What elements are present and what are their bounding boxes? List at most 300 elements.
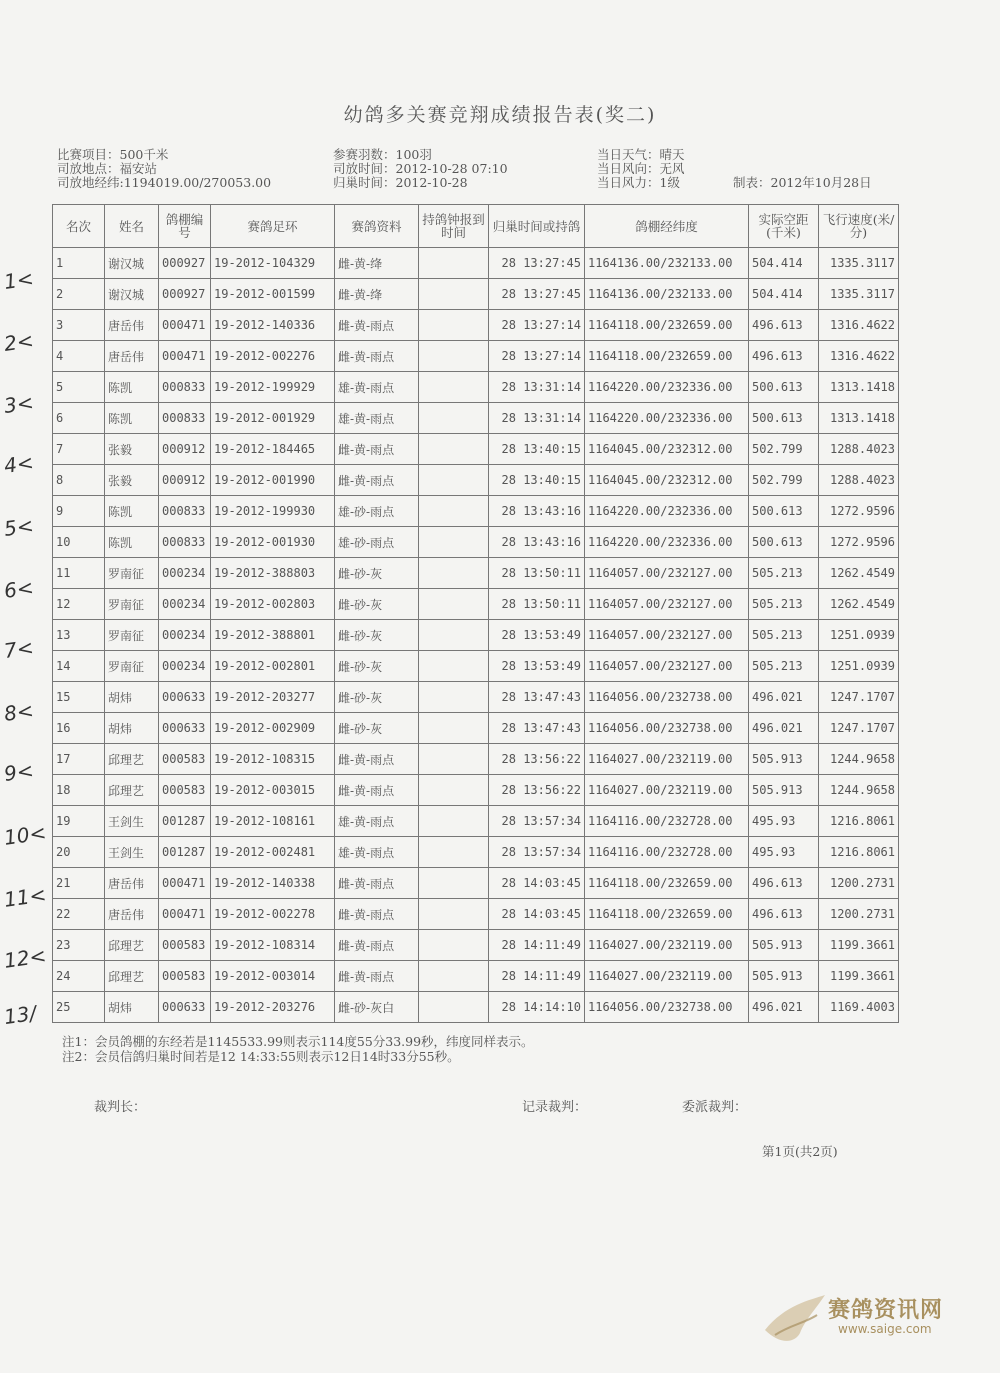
table-cell: 谢汉城: [105, 248, 159, 279]
table-cell: 19-2012-002803: [211, 589, 335, 620]
table-cell: 28 13:43:16: [489, 527, 585, 558]
table-cell: 495.93: [749, 837, 819, 868]
table-cell: 张毅: [105, 465, 159, 496]
table-cell: 20: [53, 837, 105, 868]
table-cell: 000583: [159, 744, 211, 775]
table-cell: 1316.4622: [819, 310, 899, 341]
table-cell: 496.613: [749, 341, 819, 372]
table-cell: 1164027.00/232119.00: [585, 775, 749, 806]
table-cell: [419, 620, 489, 651]
table-cell: 502.799: [749, 465, 819, 496]
table-cell: 1247.1707: [819, 682, 899, 713]
table-cell: 1164045.00/232312.00: [585, 465, 749, 496]
info-col-2: [333, 148, 508, 190]
table-row: [53, 527, 899, 558]
handwritten-mark: 2<: [2, 328, 36, 356]
release-place: 司放地点：福安站: [57, 161, 158, 176]
handwritten-mark: 13/: [2, 1000, 38, 1030]
header-cell: 鸽棚编号: [159, 205, 211, 248]
table-cell: 邱理艺: [105, 961, 159, 992]
table-cell: [419, 496, 489, 527]
header-cell: 持鸽钟报到时间: [419, 205, 489, 248]
table-cell: 1164057.00/232127.00: [585, 589, 749, 620]
table-row: [53, 558, 899, 589]
wind-force: 当日风力：1级: [597, 175, 680, 190]
table-cell: 1164027.00/232119.00: [585, 744, 749, 775]
table-cell: 28 13:27:14: [489, 310, 585, 341]
table-row: [53, 310, 899, 341]
table-cell: 1164220.00/232336.00: [585, 527, 749, 558]
table-cell: 19-2012-001990: [211, 465, 335, 496]
table-cell: 19-2012-108315: [211, 744, 335, 775]
table-cell: 1288.4023: [819, 465, 899, 496]
results-table: [52, 204, 899, 1023]
table-cell: 张毅: [105, 434, 159, 465]
table-cell: [419, 248, 489, 279]
table-cell: [419, 682, 489, 713]
table-cell: 000583: [159, 930, 211, 961]
table-cell: 24: [53, 961, 105, 992]
table-cell: 19-2012-003015: [211, 775, 335, 806]
table-cell: 28 13:57:34: [489, 806, 585, 837]
table-cell: 雌-黄-雨点: [335, 434, 419, 465]
table-cell: 雌-砂-灰: [335, 651, 419, 682]
table-cell: 000927: [159, 279, 211, 310]
header-cell: 实际空距(千米): [749, 205, 819, 248]
header-cell: 归巢时间或持鸽: [489, 205, 585, 248]
table-cell: 28 13:53:49: [489, 620, 585, 651]
table-cell: 4: [53, 341, 105, 372]
handwritten-marks: [0, 0, 60, 1373]
table-cell: 雌-砂-灰: [335, 682, 419, 713]
table-cell: 罗南征: [105, 589, 159, 620]
table-cell: 15: [53, 682, 105, 713]
table-cell: 1316.4622: [819, 341, 899, 372]
table-cell: 邱理艺: [105, 775, 159, 806]
table-cell: 000583: [159, 961, 211, 992]
table-cell: 胡炜: [105, 992, 159, 1023]
table-cell: 28 13:57:34: [489, 837, 585, 868]
table-cell: 雌-黄-雨点: [335, 310, 419, 341]
table-cell: [419, 806, 489, 837]
watermark-text: 赛鸽资讯网: [828, 1298, 944, 1323]
table-cell: 5: [53, 372, 105, 403]
table-cell: 28 13:31:14: [489, 372, 585, 403]
table-cell: 唐岳伟: [105, 341, 159, 372]
chief-judge-label: 裁判长：: [94, 1100, 147, 1115]
note-1: 注1：会员鸽棚的东经若是1145533.99则表示114度55分33.99秒，纬度同样表示。: [62, 1034, 534, 1049]
table-cell: 1164056.00/232738.00: [585, 992, 749, 1023]
table-cell: 502.799: [749, 434, 819, 465]
table-cell: 王剑生: [105, 806, 159, 837]
table-cell: 000471: [159, 341, 211, 372]
table-cell: 1169.4003: [819, 992, 899, 1023]
table-cell: 19: [53, 806, 105, 837]
table-cell: 陈凯: [105, 496, 159, 527]
table-row: [53, 775, 899, 806]
table-cell: 505.913: [749, 775, 819, 806]
table-cell: 14: [53, 651, 105, 682]
table-cell: [419, 589, 489, 620]
table-cell: 000583: [159, 775, 211, 806]
table-cell: 胡炜: [105, 713, 159, 744]
table-cell: 1199.3661: [819, 961, 899, 992]
table-row: [53, 372, 899, 403]
table-cell: [419, 837, 489, 868]
table-cell: 19-2012-203276: [211, 992, 335, 1023]
release-time: 司放时间：2012-10-28 07:10: [333, 161, 508, 176]
table-cell: 1272.9596: [819, 527, 899, 558]
table-cell: 1335.3117: [819, 248, 899, 279]
table-cell: 496.613: [749, 868, 819, 899]
table-row: [53, 620, 899, 651]
table-cell: 19-2012-002276: [211, 341, 335, 372]
table-cell: 1164116.00/232728.00: [585, 837, 749, 868]
table-row: [53, 682, 899, 713]
table-cell: 1313.1418: [819, 403, 899, 434]
table-cell: 000633: [159, 992, 211, 1023]
table-cell: 19-2012-140338: [211, 868, 335, 899]
table-cell: 雄-砂-雨点: [335, 496, 419, 527]
table-cell: 唐岳伟: [105, 868, 159, 899]
table-cell: 28 13:43:16: [489, 496, 585, 527]
page-number: 第1页(共2页): [762, 1144, 838, 1159]
table-cell: 500.613: [749, 496, 819, 527]
table-cell: 1164057.00/232127.00: [585, 620, 749, 651]
table-cell: [419, 930, 489, 961]
table-cell: 雄-黄-雨点: [335, 372, 419, 403]
table-cell: [419, 992, 489, 1023]
table-row: [53, 899, 899, 930]
table-cell: 10: [53, 527, 105, 558]
table-row: [53, 403, 899, 434]
table-cell: 1164057.00/232127.00: [585, 558, 749, 589]
table-cell: 雌-砂-灰白: [335, 992, 419, 1023]
table-cell: 9: [53, 496, 105, 527]
table-cell: 1164056.00/232738.00: [585, 713, 749, 744]
table-cell: 18: [53, 775, 105, 806]
table-cell: 1164027.00/232119.00: [585, 930, 749, 961]
table-row: [53, 465, 899, 496]
table-cell: 1335.3117: [819, 279, 899, 310]
table-cell: [419, 961, 489, 992]
table-cell: 1164027.00/232119.00: [585, 961, 749, 992]
table-cell: 28 13:27:45: [489, 279, 585, 310]
table-row: [53, 992, 899, 1023]
table-cell: 28 13:31:14: [489, 403, 585, 434]
table-cell: 雌-砂-灰: [335, 558, 419, 589]
table-row: [53, 589, 899, 620]
return-time: 归巢时间：2012-10-28: [333, 175, 468, 190]
table-cell: 1251.0939: [819, 620, 899, 651]
table-cell: 1164057.00/232127.00: [585, 651, 749, 682]
table-cell: 1164045.00/232312.00: [585, 434, 749, 465]
table-cell: 000471: [159, 899, 211, 930]
table-cell: 陈凯: [105, 527, 159, 558]
table-row: [53, 930, 899, 961]
table-cell: 1164118.00/232659.00: [585, 899, 749, 930]
table-cell: 23: [53, 930, 105, 961]
table-cell: [419, 651, 489, 682]
table-cell: [419, 713, 489, 744]
table-cell: 1164220.00/232336.00: [585, 372, 749, 403]
table-cell: 1262.4549: [819, 589, 899, 620]
table-cell: 雌-砂-灰: [335, 589, 419, 620]
table-cell: 1216.8061: [819, 806, 899, 837]
table-cell: 唐岳伟: [105, 310, 159, 341]
made-date: 制表：2012年10月28日: [733, 175, 872, 190]
table-cell: 1288.4023: [819, 434, 899, 465]
table-cell: 雌-黄-雨点: [335, 465, 419, 496]
table-cell: 19-2012-388803: [211, 558, 335, 589]
table-cell: 7: [53, 434, 105, 465]
table-header-row: [53, 205, 899, 248]
table-cell: 罗南征: [105, 651, 159, 682]
table-cell: [419, 744, 489, 775]
table-cell: [419, 341, 489, 372]
table-cell: 唐岳伟: [105, 899, 159, 930]
table-cell: 1164136.00/232133.00: [585, 248, 749, 279]
handwritten-mark: 6<: [2, 575, 36, 603]
table-cell: 000234: [159, 651, 211, 682]
table-cell: 1251.0939: [819, 651, 899, 682]
table-cell: 19-2012-001599: [211, 279, 335, 310]
table-cell: [419, 279, 489, 310]
table-cell: 邱理艺: [105, 744, 159, 775]
table-cell: 000234: [159, 589, 211, 620]
table-cell: 雄-砂-雨点: [335, 527, 419, 558]
table-row: [53, 651, 899, 682]
table-cell: 505.913: [749, 930, 819, 961]
table-cell: 11: [53, 558, 105, 589]
table-cell: 19-2012-002909: [211, 713, 335, 744]
table-cell: 19-2012-140336: [211, 310, 335, 341]
header-cell: 飞行速度(米/分): [819, 205, 899, 248]
table-cell: 雄-黄-雨点: [335, 403, 419, 434]
table-cell: 罗南征: [105, 620, 159, 651]
table-row: [53, 744, 899, 775]
table-cell: 1244.9658: [819, 744, 899, 775]
table-cell: 28 13:50:11: [489, 558, 585, 589]
table-cell: 罗南征: [105, 558, 159, 589]
table-row: [53, 837, 899, 868]
table-row: [53, 806, 899, 837]
table-cell: 2: [53, 279, 105, 310]
table-cell: 19-2012-184465: [211, 434, 335, 465]
table-cell: 胡炜: [105, 682, 159, 713]
table-cell: 496.613: [749, 899, 819, 930]
table-cell: 雌-黄-绛: [335, 248, 419, 279]
table-row: [53, 279, 899, 310]
table-cell: 504.414: [749, 248, 819, 279]
table-cell: 496.021: [749, 713, 819, 744]
table-cell: 000833: [159, 496, 211, 527]
table-cell: 1164118.00/232659.00: [585, 868, 749, 899]
table-cell: 陈凯: [105, 372, 159, 403]
table-cell: 000912: [159, 465, 211, 496]
table-row: [53, 248, 899, 279]
table-cell: 1247.1707: [819, 713, 899, 744]
table-cell: 1216.8061: [819, 837, 899, 868]
table-cell: 邱理艺: [105, 930, 159, 961]
table-cell: 雌-黄-绛: [335, 279, 419, 310]
table-cell: 496.021: [749, 992, 819, 1023]
table-cell: 000471: [159, 310, 211, 341]
table-cell: 雄-黄-雨点: [335, 837, 419, 868]
table-cell: 19-2012-199930: [211, 496, 335, 527]
table-cell: 505.213: [749, 651, 819, 682]
table-row: [53, 961, 899, 992]
table-cell: 500.613: [749, 403, 819, 434]
note-2: 注2：会员信鸽归巢时间若是12 14:33:55则表示12日14时33分55秒。: [62, 1049, 460, 1064]
table-cell: 000633: [159, 713, 211, 744]
handwritten-mark: 9<: [2, 758, 36, 786]
report-title: 幼鸽多关赛竞翔成绩报告表(奖二): [343, 104, 657, 126]
table-cell: 28 14:03:45: [489, 899, 585, 930]
table-cell: 雌-黄-雨点: [335, 930, 419, 961]
table-row: [53, 496, 899, 527]
table-cell: 1313.1418: [819, 372, 899, 403]
table-cell: 19-2012-001929: [211, 403, 335, 434]
table-row: [53, 434, 899, 465]
table-cell: [419, 434, 489, 465]
table-cell: 雄-黄-雨点: [335, 806, 419, 837]
watermark-url: www.saige.com: [838, 1322, 932, 1336]
table-cell: 28 13:56:22: [489, 775, 585, 806]
handwritten-mark: 3<: [2, 390, 36, 418]
table-cell: 1164118.00/232659.00: [585, 310, 749, 341]
table-cell: 1200.2731: [819, 868, 899, 899]
table-cell: 505.913: [749, 961, 819, 992]
table-cell: 28 13:53:49: [489, 651, 585, 682]
table-cell: 雌-砂-灰: [335, 713, 419, 744]
handwritten-mark: 10<: [2, 820, 48, 850]
table-cell: 1: [53, 248, 105, 279]
table-cell: 1199.3661: [819, 930, 899, 961]
table-cell: 000833: [159, 403, 211, 434]
table-cell: 000927: [159, 248, 211, 279]
race-item: 比赛项目：500千米: [57, 147, 169, 162]
table-cell: 3: [53, 310, 105, 341]
table-cell: 28 13:50:11: [489, 589, 585, 620]
table-cell: 1200.2731: [819, 899, 899, 930]
table-cell: 495.93: [749, 806, 819, 837]
table-cell: 28 13:56:22: [489, 744, 585, 775]
info-col-3: [597, 148, 685, 190]
table-cell: 19-2012-388801: [211, 620, 335, 651]
table-cell: 雌-黄-雨点: [335, 744, 419, 775]
table-cell: 雌-黄-雨点: [335, 341, 419, 372]
table-row: [53, 713, 899, 744]
table-cell: 1164220.00/232336.00: [585, 403, 749, 434]
table-cell: 000912: [159, 434, 211, 465]
handwritten-mark: 4<: [2, 450, 36, 478]
table-cell: 19-2012-002801: [211, 651, 335, 682]
table-cell: 1244.9658: [819, 775, 899, 806]
table-cell: 王剑生: [105, 837, 159, 868]
info-col-1: [57, 148, 271, 190]
table-cell: 28 13:40:15: [489, 465, 585, 496]
header-cell: 赛鸽资料: [335, 205, 419, 248]
table-cell: [419, 403, 489, 434]
table-cell: [419, 527, 489, 558]
table-cell: 19-2012-203277: [211, 682, 335, 713]
table-cell: 1262.4549: [819, 558, 899, 589]
table-row: [53, 868, 899, 899]
table-cell: [419, 465, 489, 496]
handwritten-mark: 5<: [2, 513, 36, 541]
table-cell: 28 14:03:45: [489, 868, 585, 899]
table-cell: 雌-黄-雨点: [335, 961, 419, 992]
table-cell: 雌-砂-灰: [335, 620, 419, 651]
table-cell: 001287: [159, 837, 211, 868]
table-cell: 21: [53, 868, 105, 899]
table-cell: 19-2012-001930: [211, 527, 335, 558]
table-cell: 19-2012-003014: [211, 961, 335, 992]
table-cell: 8: [53, 465, 105, 496]
table-cell: 1164056.00/232738.00: [585, 682, 749, 713]
table-cell: 1164220.00/232336.00: [585, 496, 749, 527]
table-cell: 505.213: [749, 589, 819, 620]
table-cell: 雌-黄-雨点: [335, 775, 419, 806]
table-cell: 505.213: [749, 620, 819, 651]
entry-count: 参赛羽数：100羽: [333, 147, 432, 162]
table-cell: [419, 775, 489, 806]
table-cell: 13: [53, 620, 105, 651]
table-cell: 000633: [159, 682, 211, 713]
release-coords: 司放地经纬:1194019.00/270053.00: [57, 175, 272, 190]
table-cell: 000234: [159, 558, 211, 589]
handwritten-mark: 1<: [2, 266, 36, 294]
table-cell: 28 13:27:14: [489, 341, 585, 372]
table-cell: [419, 868, 489, 899]
table-cell: 500.613: [749, 527, 819, 558]
table-cell: 17: [53, 744, 105, 775]
table-cell: 19-2012-108314: [211, 930, 335, 961]
table-cell: 19-2012-108161: [211, 806, 335, 837]
table-cell: 1164118.00/232659.00: [585, 341, 749, 372]
table-cell: 496.021: [749, 682, 819, 713]
header-cell: 名次: [53, 205, 105, 248]
table-cell: 25: [53, 992, 105, 1023]
table-cell: [419, 310, 489, 341]
wind-direction: 当日风向：无风: [597, 161, 685, 176]
table-cell: 6: [53, 403, 105, 434]
table-cell: 28 14:14:10: [489, 992, 585, 1023]
weather: 当日天气：晴天: [597, 147, 685, 162]
table-cell: 000234: [159, 620, 211, 651]
table-cell: 500.613: [749, 372, 819, 403]
recorder-judge-label: 记录裁判：: [522, 1100, 588, 1115]
table-cell: 1272.9596: [819, 496, 899, 527]
table-cell: 19-2012-002278: [211, 899, 335, 930]
table-cell: 22: [53, 899, 105, 930]
table-cell: 28 13:40:15: [489, 434, 585, 465]
table-cell: 000833: [159, 527, 211, 558]
table-cell: 28 13:27:45: [489, 248, 585, 279]
table-row: [53, 341, 899, 372]
table-cell: 19-2012-104329: [211, 248, 335, 279]
table-cell: 1164136.00/232133.00: [585, 279, 749, 310]
header-cell: 鸽棚经纬度: [585, 205, 749, 248]
table-cell: [419, 372, 489, 403]
table-cell: 陈凯: [105, 403, 159, 434]
table-cell: 000833: [159, 372, 211, 403]
table-cell: 504.414: [749, 279, 819, 310]
table-cell: 雌-黄-雨点: [335, 899, 419, 930]
table-cell: 28 14:11:49: [489, 961, 585, 992]
handwritten-mark: 8<: [2, 698, 36, 726]
